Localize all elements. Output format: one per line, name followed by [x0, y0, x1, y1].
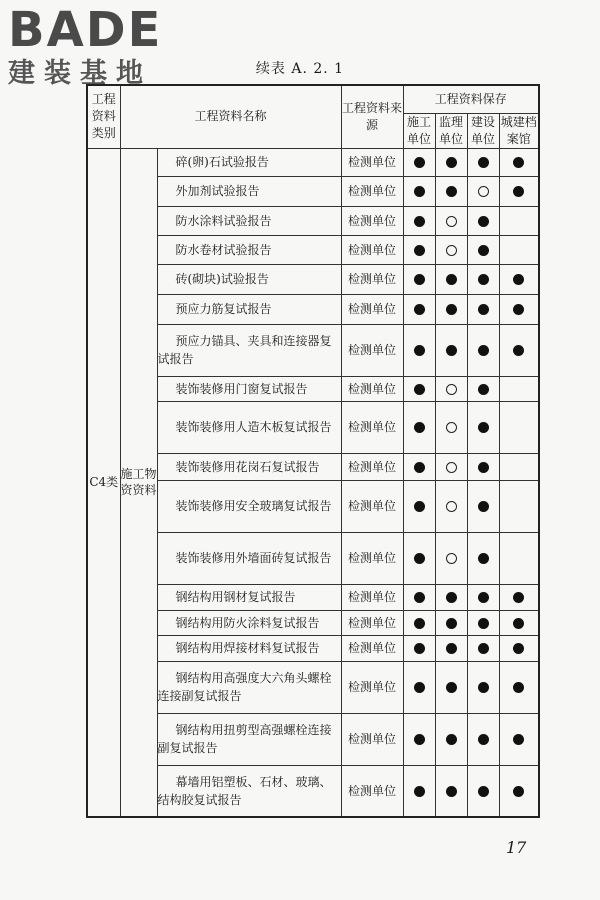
- mark-construction: [403, 765, 435, 817]
- record-name-text: 钢结构用高强度大六角头螺栓连接副复试报告: [157, 671, 332, 703]
- logo: [8, 4, 178, 96]
- filled-circle-icon: [414, 553, 425, 564]
- mark-owner: [467, 206, 499, 235]
- record-source: 检测单位: [341, 324, 403, 376]
- mark-construction: [403, 376, 435, 401]
- mark-supervision: [435, 235, 467, 264]
- mark-supervision: [435, 206, 467, 235]
- filled-circle-icon: [478, 216, 489, 227]
- mark-supervision: [435, 176, 467, 206]
- filled-circle-icon: [513, 274, 524, 285]
- filled-circle-icon: [478, 245, 489, 256]
- page-number: 17: [506, 838, 527, 857]
- header-name: 工程资料名称: [120, 85, 341, 148]
- record-name: [157, 532, 341, 584]
- filled-circle-icon: [478, 462, 489, 473]
- mark-archive: [499, 324, 539, 376]
- filled-circle-icon: [414, 734, 425, 745]
- filled-circle-icon: [414, 462, 425, 473]
- hollow-circle-icon: [446, 553, 457, 564]
- mark-owner: [467, 176, 499, 206]
- mark-archive: [499, 713, 539, 765]
- filled-circle-icon: [478, 274, 489, 285]
- record-name-text: 装饰装修用外墙面砖复试报告: [175, 551, 332, 565]
- filled-circle-icon: [414, 643, 425, 654]
- record-name: [157, 480, 341, 532]
- filled-circle-icon: [478, 157, 489, 168]
- record-source: 检测单位: [341, 376, 403, 401]
- record-source: 检测单位: [341, 206, 403, 235]
- mark-owner: [467, 376, 499, 401]
- mark-supervision: [435, 294, 467, 324]
- filled-circle-icon: [414, 501, 425, 512]
- mark-archive: [499, 532, 539, 584]
- record-name: [157, 324, 341, 376]
- header-source: 工程资料来源: [341, 85, 403, 148]
- mark-archive: [499, 635, 539, 661]
- record-name-text: 钢结构用防火涂料复试报告: [175, 615, 320, 630]
- mark-supervision: [435, 765, 467, 817]
- record-name: [157, 148, 341, 176]
- record-name: [157, 584, 341, 610]
- filled-circle-icon: [446, 734, 457, 745]
- mark-construction: [403, 401, 435, 453]
- record-source: 检测单位: [341, 453, 403, 480]
- hollow-circle-icon: [446, 422, 457, 433]
- filled-circle-icon: [513, 643, 524, 654]
- filled-circle-icon: [513, 682, 524, 693]
- record-name: [157, 453, 341, 480]
- filled-circle-icon: [414, 216, 425, 227]
- filled-circle-icon: [446, 345, 457, 356]
- mark-archive: [499, 661, 539, 713]
- filled-circle-icon: [478, 734, 489, 745]
- filled-circle-icon: [414, 304, 425, 315]
- filled-circle-icon: [414, 384, 425, 395]
- category-cell: C4类: [87, 148, 120, 817]
- record-name: [157, 176, 341, 206]
- mark-supervision: [435, 401, 467, 453]
- filled-circle-icon: [513, 157, 524, 168]
- mark-owner: [467, 235, 499, 264]
- record-source: 检测单位: [341, 584, 403, 610]
- header-category: 工程资料类别: [87, 85, 120, 148]
- hollow-circle-icon: [446, 245, 457, 256]
- filled-circle-icon: [478, 501, 489, 512]
- mark-archive: [499, 584, 539, 610]
- filled-circle-icon: [513, 734, 524, 745]
- record-name: [157, 264, 341, 294]
- mark-construction: [403, 713, 435, 765]
- filled-circle-icon: [513, 592, 524, 603]
- record-name: [157, 376, 341, 401]
- record-name-text: 钢结构用扭剪型高强螺栓连接副复试报告: [157, 723, 332, 755]
- record-name-text: 砖(砌块)试验报告: [175, 272, 269, 286]
- mark-construction: [403, 235, 435, 264]
- header-archive: 城建档案馆: [499, 113, 539, 148]
- record-name-text: 防水卷材试验报告: [175, 242, 272, 257]
- table-body: [87, 148, 539, 817]
- record-name: [157, 610, 341, 635]
- mark-construction: [403, 148, 435, 176]
- filled-circle-icon: [513, 186, 524, 197]
- filled-circle-icon: [414, 618, 425, 629]
- mark-supervision: [435, 264, 467, 294]
- mark-supervision: [435, 376, 467, 401]
- filled-circle-icon: [478, 682, 489, 693]
- header-construction: 施工单位: [403, 113, 435, 148]
- filled-circle-icon: [513, 345, 524, 356]
- record-name: [157, 294, 341, 324]
- record-name: [157, 235, 341, 264]
- filled-circle-icon: [446, 157, 457, 168]
- filled-circle-icon: [478, 304, 489, 315]
- mark-archive: [499, 765, 539, 817]
- mark-construction: [403, 610, 435, 635]
- mark-supervision: [435, 661, 467, 713]
- logo-subtitle: 建装基地: [8, 58, 152, 89]
- mark-construction: [403, 453, 435, 480]
- mark-owner: [467, 453, 499, 480]
- header-owner: 建设单位: [467, 113, 499, 148]
- record-source: 检测单位: [341, 235, 403, 264]
- mark-owner: [467, 532, 499, 584]
- record-name-text: 幕墙用铝塑板、石材、玻璃、结构胶复试报告: [157, 774, 332, 807]
- hollow-circle-icon: [446, 384, 457, 395]
- filled-circle-icon: [478, 592, 489, 603]
- header-storage: 工程资料保存: [403, 85, 539, 113]
- record-name-text: 钢结构用钢材复试报告: [175, 590, 296, 604]
- filled-circle-icon: [446, 643, 457, 654]
- record-source: 检测单位: [341, 148, 403, 176]
- mark-archive: [499, 264, 539, 294]
- filled-circle-icon: [414, 682, 425, 693]
- record-name-text: 防水涂料试验报告: [175, 213, 272, 228]
- record-name: [157, 713, 341, 765]
- record-name: [157, 206, 341, 235]
- record-name-text: 预应力筋复试报告: [175, 302, 272, 316]
- filled-circle-icon: [478, 618, 489, 629]
- mark-supervision: [435, 148, 467, 176]
- mark-supervision: [435, 532, 467, 584]
- record-name-text: 装饰装修用门窗复试报告: [175, 381, 308, 396]
- subcategory-cell: 施工物资资料: [120, 148, 157, 817]
- record-name-text: 碎(卵)石试验报告: [175, 155, 269, 169]
- filled-circle-icon: [414, 592, 425, 603]
- mark-construction: [403, 584, 435, 610]
- filled-circle-icon: [414, 186, 425, 197]
- record-source: 检测单位: [341, 176, 403, 206]
- records-table: [86, 84, 540, 818]
- record-source: 检测单位: [341, 661, 403, 713]
- record-name-text: 装饰装修用安全玻璃复试报告: [175, 499, 332, 513]
- hollow-circle-icon: [446, 216, 457, 227]
- filled-circle-icon: [446, 592, 457, 603]
- record-name: [157, 635, 341, 661]
- filled-circle-icon: [446, 274, 457, 285]
- record-source: 检测单位: [341, 294, 403, 324]
- hollow-circle-icon: [478, 186, 489, 197]
- mark-construction: [403, 264, 435, 294]
- record-name-text: 预应力锚具、夹具和连接器复试报告: [157, 334, 332, 366]
- mark-owner: [467, 148, 499, 176]
- mark-construction: [403, 176, 435, 206]
- mark-archive: [499, 235, 539, 264]
- mark-supervision: [435, 610, 467, 635]
- filled-circle-icon: [478, 786, 489, 797]
- filled-circle-icon: [446, 682, 457, 693]
- mark-archive: [499, 294, 539, 324]
- record-name-text: 钢结构用焊接材料复试报告: [175, 641, 320, 655]
- record-source: 检测单位: [341, 480, 403, 532]
- filled-circle-icon: [414, 245, 425, 256]
- mark-archive: [499, 610, 539, 635]
- filled-circle-icon: [414, 422, 425, 433]
- mark-supervision: [435, 584, 467, 610]
- mark-owner: [467, 264, 499, 294]
- filled-circle-icon: [446, 186, 457, 197]
- mark-construction: [403, 324, 435, 376]
- table-row: [87, 148, 539, 176]
- mark-archive: [499, 376, 539, 401]
- record-name: [157, 661, 341, 713]
- filled-circle-icon: [478, 553, 489, 564]
- filled-circle-icon: [414, 786, 425, 797]
- record-source: 检测单位: [341, 713, 403, 765]
- record-source: 检测单位: [341, 401, 403, 453]
- logo-brand: BADE: [8, 2, 163, 58]
- record-name-text: 外加剂试验报告: [175, 184, 260, 198]
- record-name: [157, 401, 341, 453]
- mark-owner: [467, 713, 499, 765]
- mark-owner: [467, 661, 499, 713]
- mark-archive: [499, 480, 539, 532]
- mark-supervision: [435, 713, 467, 765]
- mark-construction: [403, 480, 435, 532]
- filled-circle-icon: [478, 422, 489, 433]
- mark-owner: [467, 635, 499, 661]
- mark-archive: [499, 401, 539, 453]
- filled-circle-icon: [513, 618, 524, 629]
- filled-circle-icon: [414, 157, 425, 168]
- filled-circle-icon: [446, 618, 457, 629]
- mark-construction: [403, 206, 435, 235]
- header-supervision: 监理单位: [435, 113, 467, 148]
- mark-construction: [403, 294, 435, 324]
- record-source: 检测单位: [341, 264, 403, 294]
- mark-archive: [499, 148, 539, 176]
- record-name-text: 装饰装修用花岗石复试报告: [175, 459, 320, 474]
- record-source: 检测单位: [341, 532, 403, 584]
- mark-owner: [467, 324, 499, 376]
- mark-supervision: [435, 453, 467, 480]
- table-caption: 续表 A. 2. 1: [255, 61, 345, 77]
- record-source: 检测单位: [341, 765, 403, 817]
- mark-owner: [467, 480, 499, 532]
- filled-circle-icon: [478, 345, 489, 356]
- filled-circle-icon: [414, 274, 425, 285]
- filled-circle-icon: [478, 384, 489, 395]
- filled-circle-icon: [513, 786, 524, 797]
- mark-archive: [499, 176, 539, 206]
- mark-archive: [499, 453, 539, 480]
- record-source: 检测单位: [341, 635, 403, 661]
- mark-supervision: [435, 635, 467, 661]
- filled-circle-icon: [446, 786, 457, 797]
- mark-owner: [467, 610, 499, 635]
- mark-supervision: [435, 324, 467, 376]
- mark-construction: [403, 635, 435, 661]
- mark-owner: [467, 765, 499, 817]
- record-name-text: 装饰装修用人造木板复试报告: [175, 420, 332, 434]
- record-name: [157, 765, 341, 817]
- filled-circle-icon: [513, 304, 524, 315]
- record-source: 检测单位: [341, 610, 403, 635]
- filled-circle-icon: [414, 345, 425, 356]
- mark-owner: [467, 401, 499, 453]
- mark-supervision: [435, 480, 467, 532]
- mark-owner: [467, 294, 499, 324]
- mark-archive: [499, 206, 539, 235]
- mark-construction: [403, 661, 435, 713]
- filled-circle-icon: [446, 304, 457, 315]
- filled-circle-icon: [478, 643, 489, 654]
- hollow-circle-icon: [446, 462, 457, 473]
- mark-construction: [403, 532, 435, 584]
- mark-owner: [467, 584, 499, 610]
- hollow-circle-icon: [446, 501, 457, 512]
